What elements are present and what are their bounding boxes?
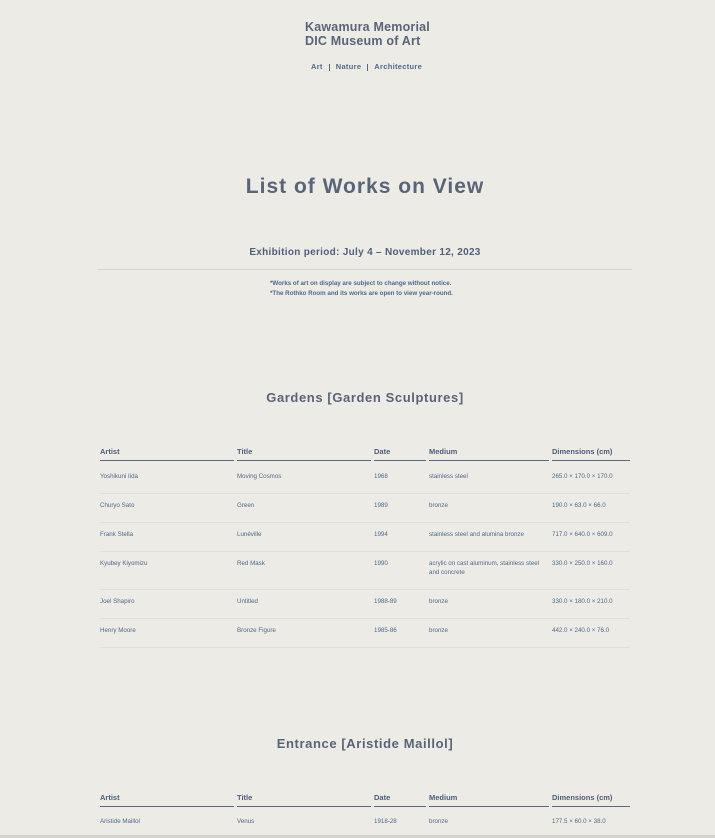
cell-artist: Aristide Maillol (100, 818, 140, 825)
table-row (100, 559, 630, 590)
cell-date: 1990 (374, 560, 388, 567)
cell-title: Moving Cosmos (237, 473, 282, 480)
cell-artist: Henry Moore (100, 627, 136, 634)
column-header-medium: Medium (429, 793, 549, 802)
cell-date: 1988-89 (374, 598, 397, 605)
nav-link-art[interactable]: Art (311, 62, 323, 71)
cell-date: 1989 (374, 502, 388, 509)
nav-link-nature[interactable]: Nature (335, 62, 362, 71)
cell-date: 1968 (374, 473, 388, 480)
column-header-title: Title (237, 793, 371, 802)
cell-dimensions: 330.0 × 180.0 × 210.0 (552, 598, 613, 605)
museum-logo[interactable] (305, 21, 430, 48)
column-header-dimensions: Dimensions (cm) (552, 793, 630, 802)
nav-separator (367, 64, 368, 71)
table-row (100, 530, 630, 552)
cell-dimensions: 177.5 × 60.0 × 38.0 (552, 818, 606, 825)
table-row (100, 472, 630, 494)
cell-medium: bronze (429, 598, 448, 605)
page-title: List of Works on View (245, 175, 485, 198)
nav-link-architecture[interactable]: Architecture (374, 62, 423, 71)
cell-title: Red Mask (237, 560, 265, 567)
cell-title: Venus (237, 818, 255, 825)
note-line: *The Rothko Room and its works are open to view year-round. (270, 290, 453, 297)
column-header-artist: Artist (100, 447, 234, 456)
cell-date: 1985-86 (374, 627, 397, 634)
column-header-artist: Artist (100, 793, 234, 802)
cell-medium: acrylic on cast aluminum, stainless steel and concrete (429, 560, 540, 576)
cell-medium: bronze (429, 627, 448, 634)
table-row (100, 501, 630, 523)
top-nav (311, 62, 422, 71)
section-title-gardens: Gardens [Garden Sculptures] (266, 390, 464, 405)
table-row (100, 597, 630, 619)
notes (270, 279, 453, 299)
cell-date: 1994 (374, 531, 388, 538)
cell-dimensions: 717.0 × 640.0 × 609.0 (552, 531, 613, 538)
table-header (100, 790, 630, 806)
table-row (100, 817, 630, 837)
column-header-medium: Medium (429, 447, 549, 456)
column-header-dimensions: Dimensions (cm) (552, 447, 630, 456)
cell-dimensions: 190.0 × 63.0 × 66.0 (552, 502, 606, 509)
cell-title: Green (237, 502, 255, 509)
cell-artist: Yoshikuni Iida (100, 473, 138, 480)
cell-medium: bronze (429, 818, 448, 825)
section-title-entrance: Entrance [Aristide Maillol] (276, 736, 454, 751)
cell-artist: Kyubey Kiyomizu (100, 560, 148, 567)
cell-dimensions: 265.0 × 170.0 × 170.0 (552, 473, 613, 480)
works-table-gardens (100, 444, 630, 648)
cell-medium: stainless steel and alumina bronze (429, 531, 524, 538)
column-header-title: Title (237, 447, 371, 456)
column-header-date: Date (374, 793, 426, 802)
cell-artist: Churyo Sato (100, 502, 135, 509)
cell-artist: Frank Stella (100, 531, 134, 538)
column-header-date: Date (374, 447, 426, 456)
divider (97, 269, 632, 270)
cell-artist: Joel Shapiro (100, 598, 135, 605)
cell-dimensions: 442.0 × 240.0 × 76.0 (552, 627, 610, 634)
nav-separator (329, 64, 330, 71)
exhibition-period: Exhibition period: July 4 – November 12, 2023 (249, 247, 481, 258)
cell-title: Lunéville (237, 531, 262, 538)
note-line: *Works of art on display are subject to change without notice. (270, 280, 452, 287)
logo-line-1: Kawamura Memorial (305, 20, 430, 34)
works-table-entrance (100, 790, 630, 837)
table-header (100, 444, 630, 460)
cell-title: Bronze Figure (237, 627, 276, 634)
cell-dimensions: 330.0 × 250.0 × 160.0 (552, 560, 613, 567)
cell-title: Untitled (237, 598, 258, 605)
cell-medium: bronze (429, 502, 448, 509)
table-row (100, 626, 630, 648)
logo-line-2: DIC Museum of Art (305, 33, 421, 48)
cell-date: 1918-28 (374, 818, 397, 825)
cell-medium: stainless steel (429, 473, 468, 480)
